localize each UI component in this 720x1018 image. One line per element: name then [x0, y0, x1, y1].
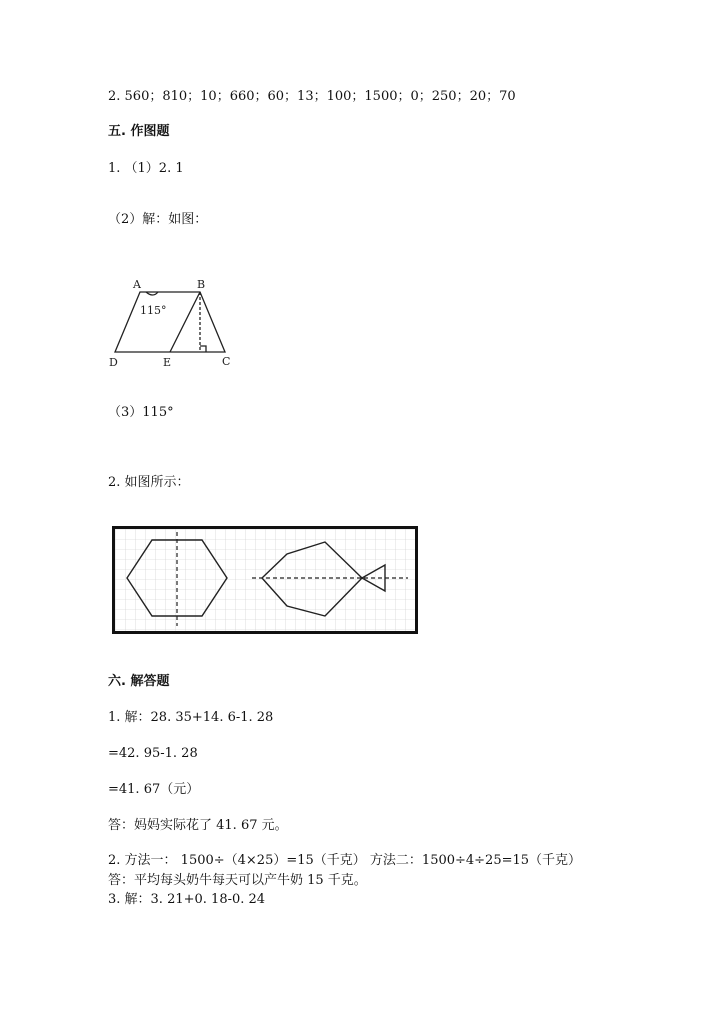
q2-solution: 2. 方法一： 1500÷（4×25）=15（千克） 方法二：1500÷4÷25=15（千克） 答：平均每头奶牛每天可以产牛奶 15 千克。 — [108, 853, 582, 888]
fill-answer-line-2: 2. 560；810；10；660；60；13；100；1500；0；250；20；70 — [108, 89, 516, 104]
q1-solution-line-2: =42. 95-1. 28 — [108, 746, 198, 761]
angle-label: 115° — [140, 304, 167, 317]
trapezoid-outline — [115, 292, 225, 352]
label-a: A — [133, 278, 141, 291]
q1-part1-answer: 1. （1）2. 1 — [108, 161, 184, 176]
right-angle-mark — [200, 346, 206, 352]
q1-part2-answer: （2）解：如图： — [108, 212, 208, 227]
q3-solution-line-1: 3. 解：3. 21+0. 18-0. 24 — [108, 892, 266, 907]
segment-be — [170, 292, 200, 352]
q1-answer: 答：妈妈实际花了 41. 67 元。 — [108, 818, 288, 833]
label-e: E — [163, 356, 172, 369]
grid-figure — [112, 526, 418, 634]
q1-part3-answer: （3）115° — [108, 405, 174, 420]
q2-answer: 2. 如图所示： — [108, 475, 190, 490]
section-5-heading: 五. 作图题 — [108, 124, 170, 139]
q1-solution-line-3: =41. 67（元） — [108, 782, 200, 797]
label-d: D — [109, 356, 118, 369]
label-b: B — [197, 278, 206, 291]
section-6-heading: 六. 解答题 — [108, 674, 170, 689]
label-c: C — [222, 355, 231, 368]
q1-solution-line-1: 1. 解：28. 35+14. 6-1. 28 — [108, 710, 274, 725]
trapezoid-figure — [105, 272, 245, 372]
